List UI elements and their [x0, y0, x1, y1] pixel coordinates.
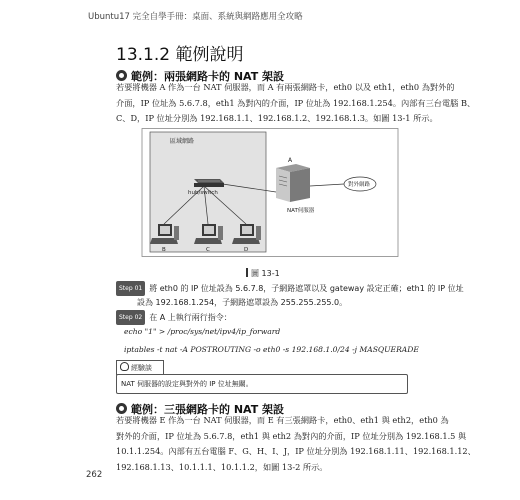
example1-line: 介面，IP 位址為 5.6.7.8，eth1 為對內的介面，IP 位址為 192.168.1.254。內部有三台電腦 B、 — [116, 97, 476, 108]
example2-line: 若要將機器 E 作為一台 NAT 伺服器，而 E 有三張網路卡，eth0、eth1 與 eth2，eth0 為 — [116, 415, 449, 425]
pc-d-label: D — [244, 247, 249, 253]
server-letter: A — [288, 157, 293, 164]
step-02-badge: Step 02 — [116, 310, 145, 325]
step-01-line — [116, 281, 464, 296]
switch-label: hub/switch — [188, 190, 218, 196]
example2-line: 192.168.1.13、10.1.1.1、10.1.1.2，如圖 13-2 所示。 — [116, 461, 328, 472]
caption-bar — [246, 268, 248, 277]
example2-paragraph — [116, 413, 476, 475]
pc-b-label: B — [162, 247, 166, 253]
example2-line: 10.1.1.254。內部有五台電腦 F、G、H、I、J，IP 位址分別為 192.168.1.11、192.168.1.12、 — [116, 446, 476, 456]
pc-c-label: C — [206, 247, 210, 253]
step-01-text: 將 eth0 的 IP 位址設為 5.6.7.8，子網路遮罩以及 gateway 設定正確；eth1 的 IP 位址 — [149, 284, 464, 293]
step-02 — [116, 310, 416, 325]
example1-line: 若要將機器 A 作為一台 NAT 伺服器，而 A 有兩張網路卡，eth0 以及 eth1，eth0 為對外的 — [116, 82, 455, 92]
running-header: Ubuntu17 完全自學手冊：桌面、系統與網路應用全攻略 — [88, 12, 303, 22]
example2-line: 對外的介面，IP 位址為 5.6.7.8，eth1 與 eth2 為對內的介面，IP 位址分別為 192.168.1.5 與 — [116, 430, 467, 441]
lightbulb-icon — [120, 362, 129, 371]
command-line: iptables -t nat -A POSTROUTING -o eth0 -s 192.168.1.0/24 -j MASQUERADE — [124, 345, 419, 354]
note-header — [116, 360, 164, 375]
switch-icon — [194, 179, 224, 187]
step-01-badge: Step 01 — [116, 281, 145, 296]
note-box — [116, 374, 408, 394]
link-external — [310, 184, 344, 186]
lan-label: 區域網路 — [170, 138, 195, 145]
example2-heading-text: 範例：三張網路卡的 NAT 架設 — [131, 403, 285, 416]
server-label: NAT伺服器 — [287, 208, 315, 214]
note-header-text: 經驗談 — [131, 364, 152, 372]
figure-caption-text: 圖 13-1 — [251, 269, 280, 278]
external-label: 對外網路 — [348, 182, 371, 188]
server-icon — [276, 164, 310, 202]
example1-line: C、D，IP 位址分別為 192.168.1.1、192.168.1.2、192.168.1.3。如圖 13-1 所示。 — [116, 113, 438, 123]
step-01-line: 設為 192.168.1.254，子網路遮罩設為 255.255.255.0。 — [137, 298, 348, 307]
step-01 — [116, 281, 464, 309]
step-02-line — [116, 310, 416, 325]
note-text: NAT 伺服器的設定與對外的 IP 位址無關。 — [121, 380, 253, 388]
network-diagram — [116, 128, 406, 266]
example1-paragraph — [116, 80, 476, 127]
figure-caption — [246, 268, 280, 279]
page-number: 262 — [86, 470, 103, 480]
example1-heading-text: 範例：兩張網路卡的 NAT 架設 — [131, 70, 285, 83]
section-title: 13.1.2 範例說明 — [116, 45, 244, 65]
step-02-text: 在 A 上執行兩行指令： — [149, 313, 232, 322]
command-line: echo "1" > /proc/sys/net/ipv4/ip_forward — [124, 327, 281, 336]
